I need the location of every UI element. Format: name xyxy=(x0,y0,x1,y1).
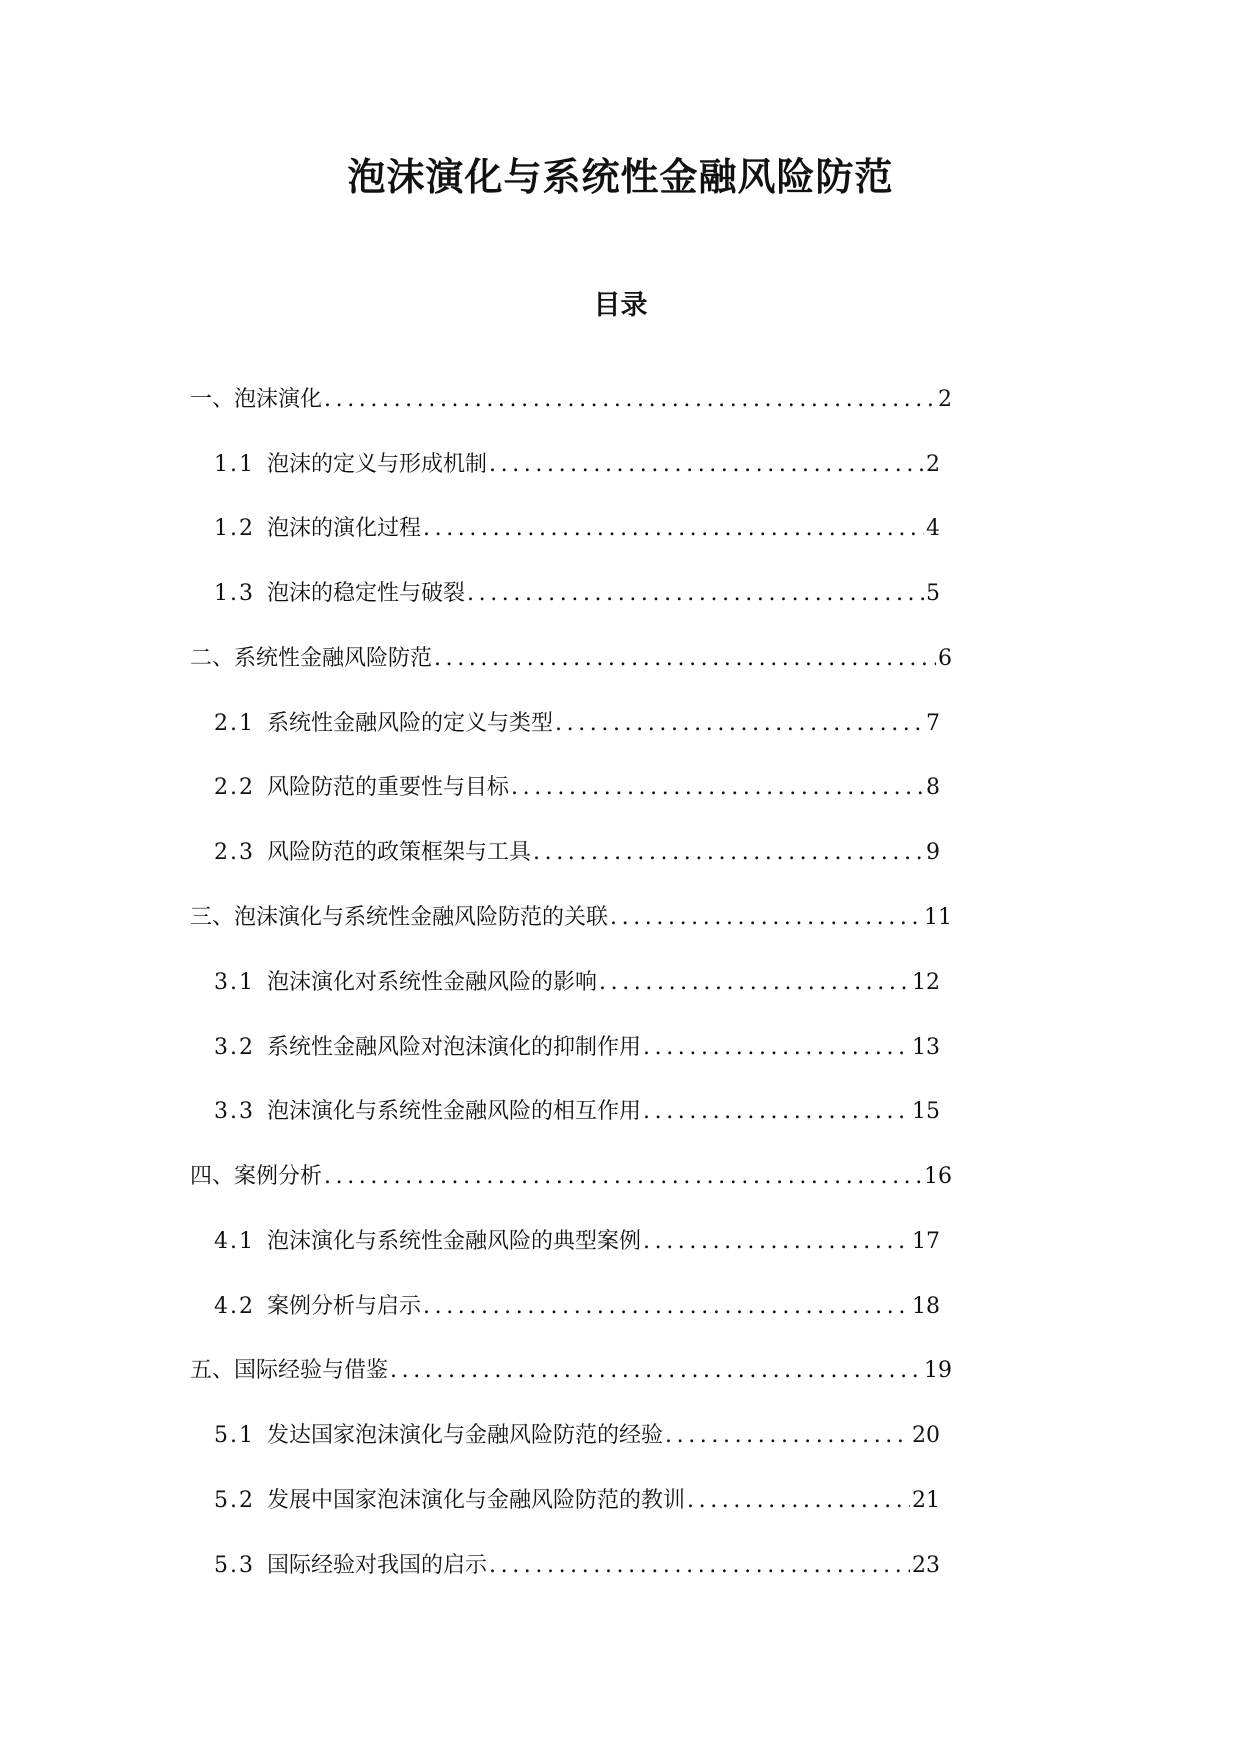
toc-entry-number: 2.2 xyxy=(214,775,255,800)
toc-dot-leader xyxy=(489,452,924,477)
toc-entry-number: 5.1 xyxy=(214,1423,255,1448)
toc-entry-number: 2.3 xyxy=(214,840,255,865)
toc-entry-title xyxy=(214,835,531,866)
toc-entry[interactable] xyxy=(214,835,940,869)
toc-entry-number: 1.1 xyxy=(214,452,255,477)
document-title: 泡沫演化与系统性金融风险防范 xyxy=(347,154,894,199)
toc-entry-title xyxy=(214,511,421,542)
toc-page-number: 18 xyxy=(912,1294,940,1319)
toc-page-number: 21 xyxy=(912,1488,940,1513)
toc-entry-title xyxy=(214,1094,641,1125)
toc-entry-title: 一、泡沫演化 xyxy=(190,387,323,412)
toc-entry[interactable] xyxy=(190,382,952,416)
toc-dot-leader xyxy=(643,1229,910,1254)
toc-page-number: 2 xyxy=(938,387,952,412)
toc-entry-title xyxy=(214,576,465,607)
toc-page-number: 4 xyxy=(926,516,940,541)
toc-entry[interactable] xyxy=(214,511,940,545)
toc-entry-title: 三、泡沫演化与系统性金融风险防范的关联 xyxy=(190,905,609,930)
toc-dot-leader xyxy=(687,1488,910,1513)
toc-page-number: 2 xyxy=(926,452,940,477)
toc-entry-number: 4.1 xyxy=(214,1229,255,1254)
toc-dot-leader xyxy=(665,1423,910,1448)
toc-entry[interactable] xyxy=(214,965,940,999)
toc-entry-title xyxy=(214,1289,421,1320)
toc-entry-label: 国际经验对我国的启示 xyxy=(267,1553,488,1578)
toc-dot-leader xyxy=(555,711,924,736)
toc-dot-leader xyxy=(643,1035,910,1060)
toc-page-number: 15 xyxy=(912,1099,940,1124)
toc-entry[interactable] xyxy=(214,1483,940,1517)
toc-entry-label: 泡沫的演化过程 xyxy=(267,516,422,541)
toc-entry-title xyxy=(214,1030,641,1061)
toc-entry[interactable] xyxy=(214,1030,940,1064)
toc-page-number: 11 xyxy=(924,905,952,930)
toc-entry[interactable] xyxy=(214,1418,940,1452)
toc-entry[interactable] xyxy=(214,706,940,740)
toc-entry-title xyxy=(214,706,553,737)
toc-dot-leader xyxy=(434,646,936,671)
toc-entry-label: 泡沫演化与系统性金融风险的相互作用 xyxy=(267,1099,642,1124)
toc-entry-number: 3.3 xyxy=(214,1099,255,1124)
toc-heading: 目录 xyxy=(593,290,648,321)
toc-entry-label: 风险防范的政策框架与工具 xyxy=(267,840,532,865)
toc-dot-leader xyxy=(533,840,924,865)
toc-page-number: 17 xyxy=(912,1229,940,1254)
toc-dot-leader xyxy=(390,1358,922,1383)
toc-entry-title: 五、国际经验与借鉴 xyxy=(190,1358,389,1383)
toc-dot-leader xyxy=(599,970,910,995)
toc-page-number: 5 xyxy=(926,581,940,606)
toc-entry-number: 5.2 xyxy=(214,1488,255,1513)
toc-entry-label: 风险防范的重要性与目标 xyxy=(267,775,510,800)
toc-entry-title xyxy=(214,1483,685,1514)
toc-entry-title xyxy=(214,1548,487,1579)
toc-entry-label: 泡沫的定义与形成机制 xyxy=(267,452,488,477)
toc-dot-leader xyxy=(610,905,922,930)
toc-page-number: 20 xyxy=(912,1423,940,1448)
toc-entry-title: 四、案例分析 xyxy=(190,1164,323,1189)
toc-entry-title xyxy=(214,965,597,996)
toc-dot-leader xyxy=(467,581,924,606)
toc-entry-label: 泡沫的稳定性与破裂 xyxy=(267,581,466,606)
toc-page-number: 13 xyxy=(912,1035,940,1060)
toc-entry-number: 2.1 xyxy=(214,711,255,736)
toc-dot-leader xyxy=(324,387,936,412)
toc-page-number: 9 xyxy=(926,840,940,865)
toc-entry-number: 1.3 xyxy=(214,581,255,606)
toc-entry-label: 发达国家泡沫演化与金融风险防范的经验 xyxy=(267,1423,664,1448)
toc-dot-leader xyxy=(423,516,924,541)
toc-entry-title xyxy=(214,1224,641,1255)
toc-entry-label: 系统性金融风险的定义与类型 xyxy=(267,711,554,736)
toc-page-number: 23 xyxy=(912,1553,940,1578)
toc-entry-label: 泡沫演化对系统性金融风险的影响 xyxy=(267,970,598,995)
toc-dot-leader xyxy=(489,1553,910,1578)
toc-page-number: 16 xyxy=(924,1164,952,1189)
toc-page-number: 8 xyxy=(926,775,940,800)
toc-dot-leader xyxy=(511,775,924,800)
toc-entry-label: 系统性金融风险对泡沫演化的抑制作用 xyxy=(267,1035,642,1060)
toc-entry-number: 4.2 xyxy=(214,1294,255,1319)
toc-entry-number: 3.2 xyxy=(214,1035,255,1060)
toc-page-number: 6 xyxy=(938,646,952,671)
toc-entry[interactable] xyxy=(214,1094,940,1128)
toc-dot-leader xyxy=(643,1099,910,1124)
toc-entry[interactable] xyxy=(190,1159,952,1193)
toc-entry[interactable] xyxy=(214,1224,940,1258)
toc-entry-number: 1.2 xyxy=(214,516,255,541)
toc-entry[interactable] xyxy=(214,1548,940,1582)
toc-entry-number: 3.1 xyxy=(214,970,255,995)
toc-page-number: 12 xyxy=(912,970,940,995)
toc-entry-label: 发展中国家泡沫演化与金融风险防范的教训 xyxy=(267,1488,686,1513)
toc-entry-title xyxy=(214,447,487,478)
toc-page-number: 19 xyxy=(924,1358,952,1383)
toc-entry-label: 泡沫演化与系统性金融风险的典型案例 xyxy=(267,1229,642,1254)
toc-entry-label: 案例分析与启示 xyxy=(267,1294,422,1319)
toc-page-number: 7 xyxy=(926,711,940,736)
toc-entry[interactable] xyxy=(190,641,952,675)
toc-entry[interactable] xyxy=(214,770,940,804)
toc-entry[interactable] xyxy=(214,576,940,610)
toc-entry-title xyxy=(214,770,509,801)
toc-dot-leader xyxy=(423,1294,910,1319)
toc-entry[interactable] xyxy=(190,900,952,934)
toc-entry-number: 5.3 xyxy=(214,1553,255,1578)
toc-dot-leader xyxy=(324,1164,922,1189)
toc-entry-title: 二、系统性金融风险防范 xyxy=(190,646,433,671)
toc-entry-title xyxy=(214,1418,663,1449)
toc-entry[interactable] xyxy=(214,447,940,481)
toc-entry[interactable] xyxy=(190,1353,952,1387)
toc-entry[interactable] xyxy=(214,1289,940,1323)
